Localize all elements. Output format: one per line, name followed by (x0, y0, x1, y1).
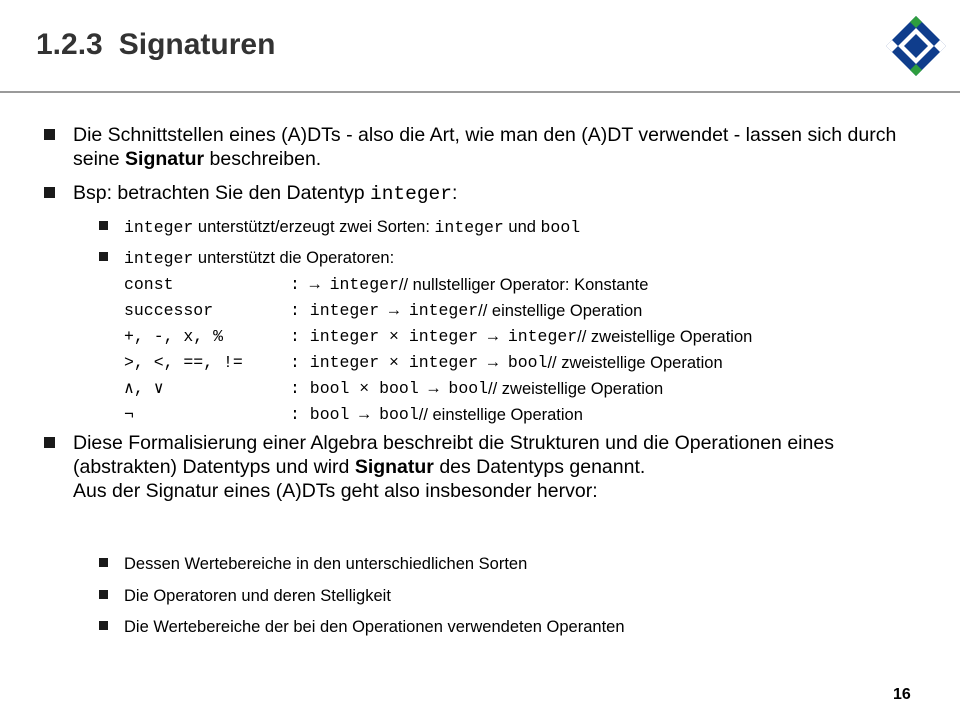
sub-bullet-value-ranges: Dessen Wertebereiche in den unterschiedlichen Sorten (124, 551, 527, 577)
operator-row: const : → integer // nullstelliger Operator: Konstante (124, 275, 649, 294)
bullet-formalization: Diese Formalisierung einer Algebra beschreibt die Strukturen und die Operationen eines (abstrakten) Datentyps und wird Signatur des Datentyps genannt. Aus der Signatur eines (A)DTs geht also insbesonder hervor: (73, 431, 903, 503)
sub-bullet-operands: Die Wertebereiche der bei den Operationen verwendeten Operanten (124, 614, 625, 640)
title-text: Signaturen (118, 28, 276, 61)
sub-bullet-operators: integer unterstützt die Operatoren: const : → integer // nullstelliger Operator: Konstante successor : integer → integer // einstellige Operation +, -, x, % : integer × integer → integer // zweistellige Operation >, <, ==, != : integer × integer → bool // zweistellige Operation ∧, ∨ : bool × bool → bool // zweistellige Operation ¬ : bool → bool // einstellige Operation (124, 245, 752, 428)
page-number: 16 (893, 686, 911, 703)
operator-row: ∧, ∨ : bool × bool → bool // zweistellige Operation (124, 379, 664, 398)
operator-row: >, <, ==, != : integer × integer → bool // zweistellige Operation (124, 353, 723, 372)
operator-row: successor : integer → integer // einstellige Operation (124, 301, 643, 320)
operator-row: ¬ : bool → bool // einstellige Operation (124, 405, 583, 424)
bullet-example: Bsp: betrachten Sie den Datentyp integer: (73, 182, 458, 205)
operator-row: +, -, x, % : integer × integer → integer // zweistellige Operation (124, 327, 753, 346)
section-number: 1.2.3 (36, 28, 103, 61)
bullet-interface: Die Schnittstellen eines (A)DTs - also die Art, wie man den (A)DT verwendet - lassen sich durch seine Signatur beschreiben. (73, 123, 913, 171)
operator-table (124, 272, 752, 428)
sub-bullet-arity: Die Operatoren und deren Stelligkeit (124, 583, 391, 609)
sub-bullet-sorts: integer unterstützt/erzeugt zwei Sorten: integer und bool (124, 214, 580, 241)
